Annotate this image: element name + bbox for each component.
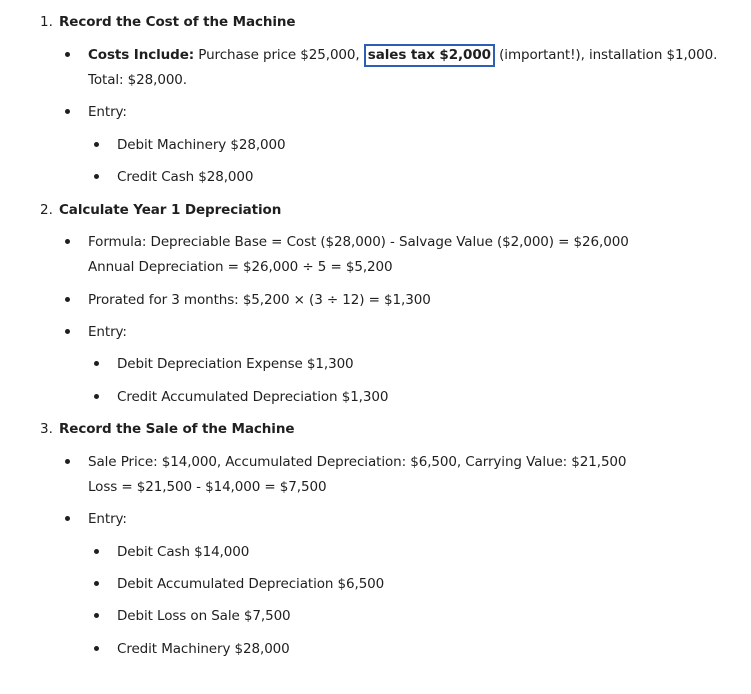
- formula-line: Formula: Depreciable Base = Cost ($28,000) - Salvage Value ($2,000) = $26,000: [88, 234, 629, 250]
- costs-include-line: [88, 46, 717, 64]
- section-3-title: Record the Sale of the Machine: [59, 421, 295, 437]
- bullet-dot: [65, 52, 70, 57]
- entry-1-debit-machinery: Debit Machinery $28,000: [117, 137, 286, 153]
- entry-label-3: Entry:: [88, 511, 127, 527]
- costs-include-label: Costs Include:: [88, 47, 195, 63]
- entry-2-credit-accumulated: Credit Accumulated Depreciation $1,300: [117, 389, 389, 405]
- prorated-line: Prorated for 3 months: $5,200 × (3 ÷ 12) = $1,300: [88, 292, 431, 308]
- section-2-title: Calculate Year 1 Depreciation: [59, 202, 282, 218]
- bullet-dot: [94, 174, 99, 179]
- sale-price-line: Sale Price: $14,000, Accumulated Depreciation: $6,500, Carrying Value: $21,500: [88, 454, 627, 470]
- section-1-title: Record the Cost of the Machine: [59, 14, 296, 30]
- bullet-dot: [94, 361, 99, 366]
- bullet-dot: [65, 239, 70, 244]
- entry-label-1: Entry:: [88, 104, 127, 120]
- bullet-dot: [65, 459, 70, 464]
- entry-3-debit-cash: Debit Cash $14,000: [117, 544, 250, 560]
- costs-include-pre: Purchase price $25,000,: [194, 47, 364, 63]
- bullet-dot: [94, 613, 99, 618]
- entry-label-2: Entry:: [88, 324, 127, 340]
- entry-1-credit-cash: Credit Cash $28,000: [117, 169, 254, 185]
- section-1-number: 1.: [40, 14, 53, 30]
- costs-total-line: Total: $28,000.: [88, 72, 187, 88]
- entry-3-debit-loss: Debit Loss on Sale $7,500: [117, 608, 291, 624]
- loss-line: Loss = $21,500 - $14,000 = $7,500: [88, 479, 327, 495]
- bullet-dot: [94, 142, 99, 147]
- bullet-dot: [65, 516, 70, 521]
- entry-3-credit-machinery: Credit Machinery $28,000: [117, 641, 290, 657]
- section-2-number: 2.: [40, 202, 53, 218]
- bullet-dot: [65, 297, 70, 302]
- entry-3-debit-accumulated: Debit Accumulated Depreciation $6,500: [117, 576, 385, 592]
- sales-tax-highlight[interactable]: sales tax $2,000: [364, 44, 495, 67]
- bullet-dot: [65, 109, 70, 114]
- bullet-dot: [94, 394, 99, 399]
- costs-include-post: (important!), installation $1,000.: [494, 47, 718, 63]
- bullet-dot: [94, 646, 99, 651]
- bullet-dot: [65, 329, 70, 334]
- bullet-dot: [94, 581, 99, 586]
- entry-2-debit-depreciation: Debit Depreciation Expense $1,300: [117, 356, 354, 372]
- bullet-dot: [94, 549, 99, 554]
- annual-depreciation-line: Annual Depreciation = $26,000 ÷ 5 = $5,200: [88, 259, 393, 275]
- section-3-number: 3.: [40, 421, 53, 437]
